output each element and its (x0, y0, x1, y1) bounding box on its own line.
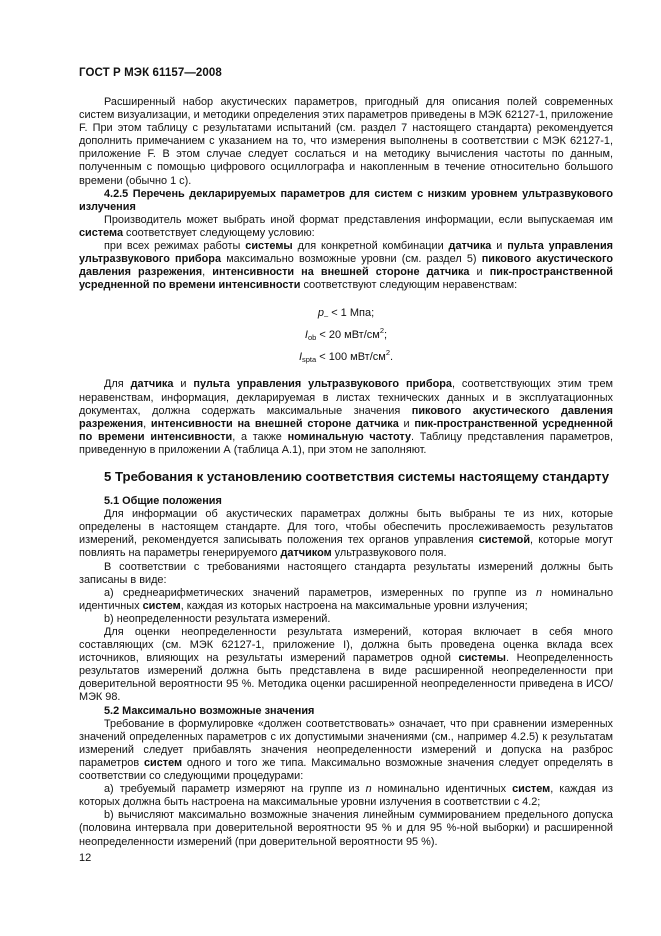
document-body (79, 96, 613, 849)
inequality-intensity-spta: $I_{spta} < 100$ мВт/$см^2$. (298, 348, 394, 365)
subsection-4-2-5-heading: 4.2.5 Перечень декларируемых параметров для систем с низким уровнем ультразвукового излучения (79, 187, 613, 213)
paragraph-extended-params: Расширенный набор акустических параметров, пригодный для описания полей современных систем визуализации, и методики определения этих параметров приведены в МЭК 62127-1, приложение F. При этом таблицу с результатами испытаний (см. раздел 7 настоящего стандарта) рекомендуется дополнить примечанием с указанием на то, что измерения выполнены в соответствии с МЭК 62127-1, приложение F. В этом случае следует сослаться и на методику вычисления частоты по данным, полученным с помощью цифрового осциллографа и накопленным в течение относительно большого времени (обычно 1 с). (79, 96, 613, 187)
list-item-a-measure-group: a) требуемый параметр измеряют на группе из n номинально идентичных систем, каждая из которых должна быть настроена на максимальные уровни излучения в соответствии с 4.2; (79, 783, 613, 809)
paragraph-must-comply: Требование в формулировке «должен соответствовать» означает, что при сравнении измеренных значений определенных параметров с их допустимыми значениями (см., например 4.2.5) к результатам измерений следует прибавлять значения неопределенности измерений и допуска на разброс параметров систем одного и того же типа. Максимально возможные значения следует определять в соответствии со следующими процедурами: (79, 717, 613, 783)
section-5-heading: 5 Требования к установлению соответствия системы настоящему стандарту (104, 468, 610, 484)
list-item-b-compute-max: b) вычисляют максимально возможные значения линейным суммированием предельного допуска (половина интервала при доверительной вероятности 95 % и для 95 %-ной выборки) и расширенной неопределенности измерений (при доверительной вероятности 95 %). (79, 809, 613, 848)
paragraph-acoustic-info: Для информации об акустических параметрах должны быть выбраны те из них, которые определены в настоящем стандарте. Для того, чтобы обеспечить прослеживаемость результатов измерений, рекомендуется записывать положения тех органов управления системой, которые могут повлиять на параметры генерируемого датчиком ультразвукового поля. (79, 508, 613, 560)
document-header: ГОСТ Р МЭК 61157—2008 (79, 67, 222, 79)
paragraph-uncertainty-estimation: Для оценки неопределенности результата измерений, которая включает в себя много составляющих (см. МЭК 62127-1, приложение I), должна быть проведена оценка вклада всех источников, влияющих на результаты измерений параметров одной системы. Неопределенность результатов измерений должна быть представлена в виде расширенной неопределенности при доверительной вероятности 95 %. Методика оценки расширенной неопределенности приведена в ИСО/МЭК 98. (79, 626, 613, 704)
subsection-5-2-heading: 5.2 Максимально возможные значения (104, 704, 315, 717)
paragraph-all-modes: при всех режимах работы системы для конкретной комбинации датчика и пульта управления ультразвукового прибора максимально возможные уровни (см. раздел 5) пикового акустического давления разрежения, интенсивности на внешней стороне датчика и пик-пространственной усредненной по времени интенсивности соответствуют следующим неравенствам: (79, 240, 614, 292)
list-item-a-mean-values: a) среднеарифметических значений параметров, измеренных по группе из n номинально идентичных систем, каждая из которых настроена на максимальные уровни излучения; (79, 586, 613, 612)
inequality-intensity-ob: $I_{ob} < 20$ мВт/$см^2$; (304, 326, 388, 343)
inequality-pressure: $p_- < 1$ Мпа; (317, 307, 375, 321)
paragraph-declared-values: Для датчика и пульта управления ультразвукового прибора, соответствующих этим трем неравенствам, информация, декларируемая в листах технических данных и в эксплуатационных документах, должна содержать максимальные значения пикового акустического давления разрежения, интенсивности на внешней стороне датчика и пик-пространственной усредненной по времени интенсивности, а также номинальную частоту. Таблицу представления параметров, приведенную в приложении А (таблица А.1), при этом не заполняют. (79, 378, 614, 456)
inequalities-block (79, 302, 613, 368)
paragraph-manufacturer-format: Производитель может выбрать иной формат представления информации, если выпускаемая им система соответствует следующему условию: (79, 213, 613, 239)
subsection-5-1-heading: 5.1 Общие положения (104, 495, 222, 508)
page-number: 12 (79, 852, 92, 864)
paragraph-results-form: В соответствии с требованиями настоящего стандарта результаты измерений должны быть записаны в виде: (79, 560, 613, 586)
list-item-b-uncertainty: b) неопределенности результата измерений. (104, 612, 331, 625)
